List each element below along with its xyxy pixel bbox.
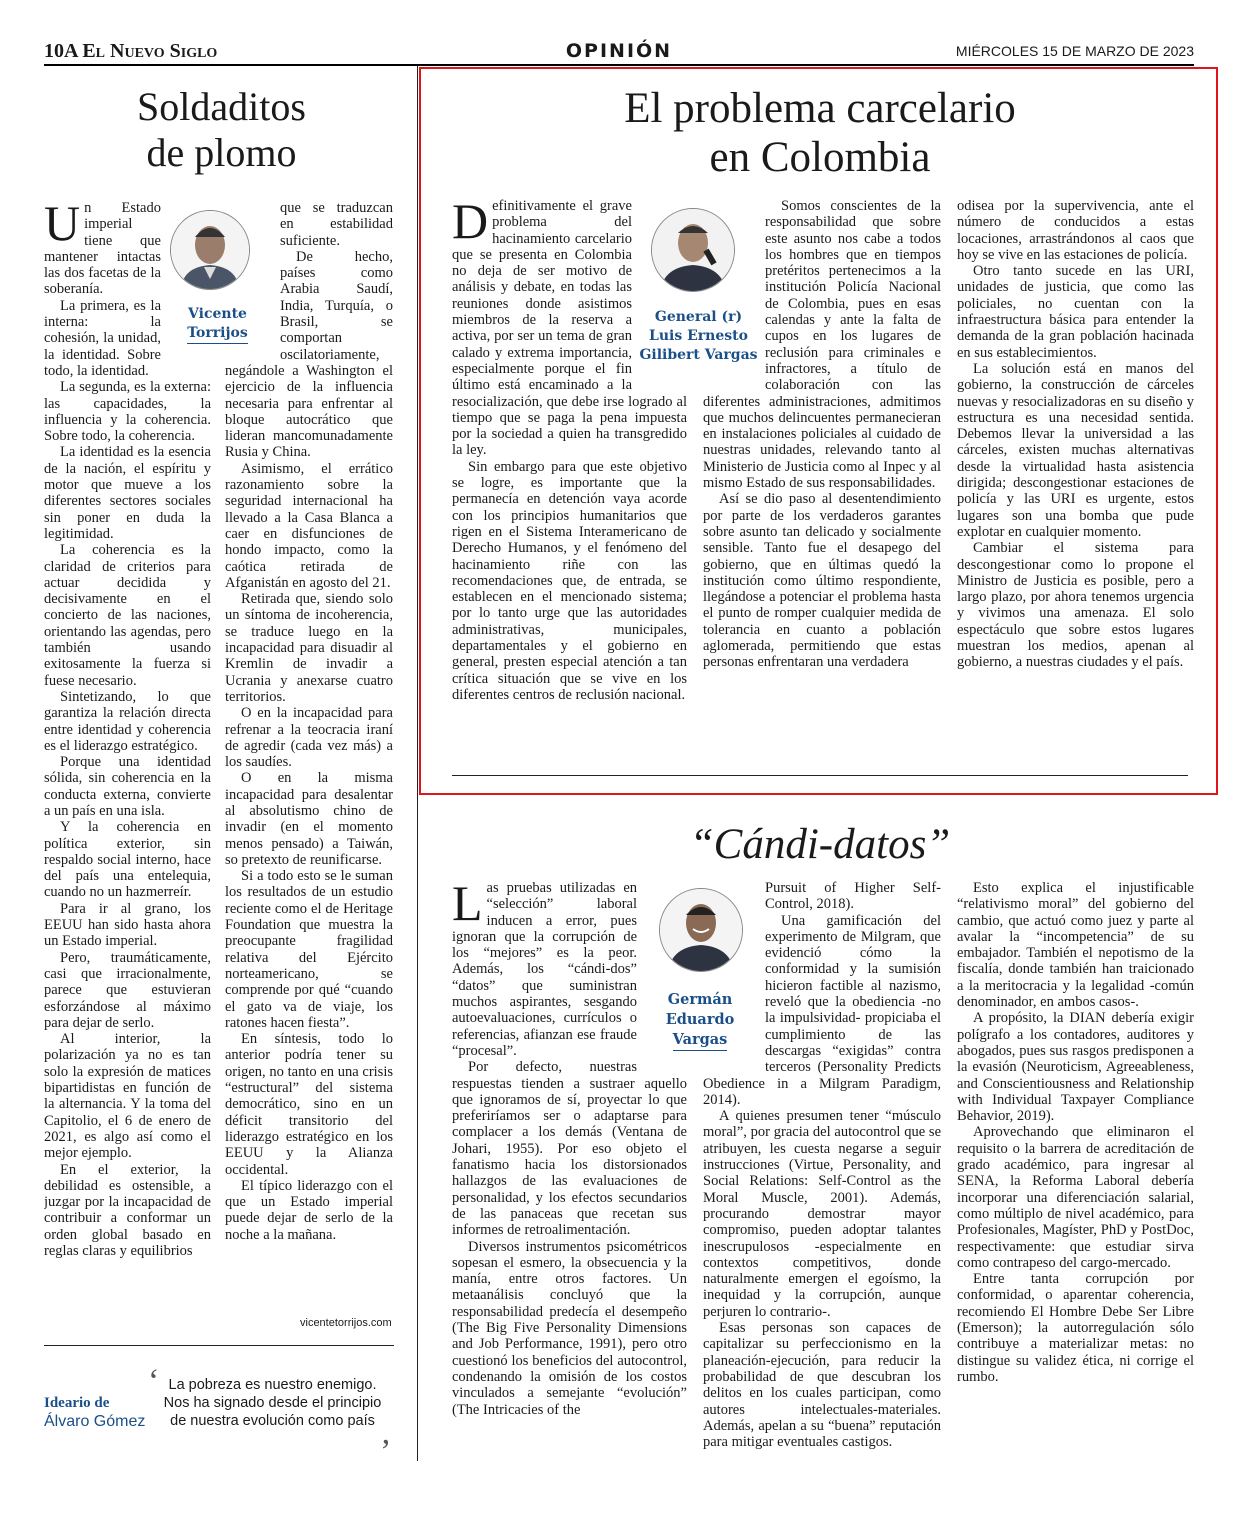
paragraph: Aprovechando que eliminaron el requisito o la barrera de acreditación de grado académico, para ingresar al SENA, la Reforma Laboral debería incorporar una diferenciación salarial, como múltiplo de nivel académico, para Profesionales, Magíster, PhD y PostDoc, respectivamente: que estudiar sirva como contrapeso del cargo-mercado. xyxy=(957,1124,1194,1271)
paragraph: La coherencia es la claridad de criterios para actuar decidida y decisivamente en el concierto de las naciones, orientando las agendas, pero también usando exitosamente la fuerza si fuese necesario. xyxy=(44,542,211,689)
quote-close-icon: ’ xyxy=(380,1433,392,1470)
paragraph: Definitivamente el grave problema del hacinamiento carcelario que se presenta en Colombia no deja de ser motivo de análisis y debate, en todas las reuniones donde asistimos miembros de la reserva a activa, por ser un tema de gran calado y extrema importancia, especialmente porque el fin último está encaminado a la resocialización, que debe irse logrado al tiempo que se paga la pena impuesta por la sociedad a quien ha transgredido la ley. xyxy=(452,198,687,459)
paragraph: Para ir al grano, los EEUU han sido hasta ahora un Estado imperial. xyxy=(44,900,211,950)
quote-open-icon: ‘ xyxy=(148,1363,160,1400)
article2-byline: General (r) Luis Ernesto Gilibert Vargas xyxy=(639,309,758,363)
paragraph: Sintetizando, lo que garantiza la relación directa entre identidad y coherencia es el liderazgo estratégico. xyxy=(44,688,211,754)
paragraph: De hecho, países como Arabia Saudí, India, Turquía, o Brasil, se comportan oscilatoriamente, negándole a Washington el ejercicio de la influencia necesaria para enfrentar al bloque autocrático que lideran mancomunadamente Rusia y China. xyxy=(225,248,393,461)
photo-wrap-space xyxy=(225,200,280,350)
author-website: vicentetorrijos.com xyxy=(300,1317,392,1329)
paragraph: La primera, es la interna: la cohesión, la unidad, la identidad. Sobre todo, la identidad. xyxy=(44,297,161,379)
section-title: OPINIÓN xyxy=(565,40,673,62)
paragraph: Pero, traumáticamente, casi que irracionalmente, parece que estuvieran esforzándose al máximo para dejar de serlo. xyxy=(44,949,211,1031)
article-separator xyxy=(452,775,1188,776)
paragraph: La solución está en manos del gobierno, la construcción de cárceles nuevas y resocializadoras en su diseño y estructura es una necesidad sentida. Debemos llevar la universidad a las cárceles, existen muchas alternativas desde la virtualidad hasta asistencia dirigida; descongestionar estaciones de policía y las URI es urgente, estos lugares son una bomba que pude explotar en cualquier momento. xyxy=(957,360,1194,540)
paragraph: Al interior, la polarización ya no es tan solo la expresión de matices bipartidistas en función de la alternancia. Y la toma del Capitolio, el 6 de enero de 2021, es algo así como el mejor ejemplo. xyxy=(44,1031,211,1162)
photo-wrap-space xyxy=(161,200,211,350)
paragraph: O en la misma incapacidad para desalentar al absolutismo chino de invadir (en el momento menos pensado) a Taiwán, so pretexto de reunificarse. xyxy=(225,770,393,868)
photo-wrap-space xyxy=(703,198,765,380)
article3-column3 xyxy=(957,880,1194,1465)
paragraph: Un Estado imperial tiene que mantener intactas las dos facetas de la soberanía. xyxy=(44,200,161,298)
paragraph: Y la coherencia en política exterior, sin respaldo social interno, hace del país una entelequia, cuando no un hazmerreír. xyxy=(44,819,211,901)
paragraph: O en la incapacidad para refrenar a la teocracia iraní de agredir (cada vez más) a los saudíes. xyxy=(225,705,393,771)
article3-byline: Germán Eduardo Vargas xyxy=(645,990,755,1051)
photo-wrap-space xyxy=(703,880,765,1060)
paragraph: Otro tanto sucede en las URI, unidades de justicia, que como las policiales, no cuentan con la infraestructura básica para entender la demanda de la gran población hacinada en sus establecimientos. xyxy=(957,263,1194,361)
ideario-quote: La pobreza es nuestro enemigo. Nos ha signado desde el principio de nuestra evolución como país xyxy=(163,1377,382,1429)
paragraph: La segunda, es la externa: las capacidades, la influencia y la coherencia. Sobre todo, la coherencia. xyxy=(44,379,211,445)
article3-column1 xyxy=(452,880,687,1465)
paragraph: Por defecto, nuestras respuestas tienden a sustraer aquello que ignoramos de sí, proyectar lo que preferiríamos ser o adaptarse para complacer a los demás (Ventana de Johari, 1955). Por eso objeto el fanatismo hacia los distorsionados hallazgos de las evaluaciones de personalidad, y los efectos secundarios de las panaceas que recetan sus informes de retroalimentación. xyxy=(452,1059,687,1239)
article1-column2 xyxy=(225,200,393,1315)
paragraph: Esas personas son capaces de capitalizar su perfeccionismo en la planeación-ejecución, para reducir la probabilidad de que descubran los delitos en los cuales participan, como autores intelectuales-materiales. Además, apelan a su “buena” reputación para mitigar eventuales castigos. xyxy=(703,1320,941,1451)
paragraph: Entre tanta corrupción por conformidad, o aparentar coherencia, recomiendo El Hombre Debe Ser Libre (Emerson); la autorregulación sólo contribuye a materializar metas: no distingue su validez ética, ni corrige el rumbo. xyxy=(957,1271,1194,1385)
article2-column2 xyxy=(703,198,941,738)
page-header xyxy=(44,40,1194,66)
article2-title: El problema carcelario en Colombia xyxy=(624,85,1016,182)
paragraph: que se traduzcan en estabilidad suficiente. xyxy=(280,200,393,249)
separator-line xyxy=(44,1345,394,1346)
photo-wrap-space xyxy=(632,198,687,380)
article1-title: Soldaditos de plomo xyxy=(137,84,306,175)
paragraph: Somos conscientes de la responsabilidad que sobre este asunto nos cabe a todos los hombres que en tiempos pretéritos pertenecimos a la institución Policía Nacional de Colombia, pues en esas calendas y ante la falta de cupos en los lugares de reclusión para criminales e infractores, a título de colaboración con las diferentes administraciones, admitimos que muchos delincuentes permanecieran en instalaciones policiales al cuidado de nuestras unidades, relevando tanto al Ministerio de Justicia como al Inpec y al mismo Estado de sus responsabilidades. xyxy=(703,198,941,492)
paragraph: Si a todo esto se le suman los resultados de un estudio reciente como el de Heritage Foundation que muestra la preocupante fragilidad relativa del Ejército norteamericano, se comprende por qué “cuando el gato va de viaje, los ratones hacen fiesta”. xyxy=(225,868,393,1031)
paragraph: Así se dio paso al desentendimiento por parte de los verdaderos garantes sobre asunto tan delicado y socialmente sensible. Tanto fue el desapego del gobierno, que en últimas quedó la institución como último respondiente, llegándose a potenciar el problema hasta el punto de romper cualquier medida de tolerancia en cuanto a población aglomerada, permitiendo que estas personas enfrentaran una verdadera xyxy=(703,491,941,671)
paragraph: Asimismo, el errático razonamiento sobre la seguridad internacional ha llevado a la Casa Blanca a caer en disfunciones de hondo impacto, como la caótica retirada de Afganistán en agosto del 21. xyxy=(225,460,393,591)
ideario-label: Ideario de xyxy=(44,1395,110,1411)
paragraph: A propósito, la DIAN debería exigir polígrafo a los contadores, auditores y abogados, pues sus rasgos predisponen a la evasión (Neuroticism, Agreeableness, and Conscientiousness and Relationship with Individual Taxpayer Compliance Behavior, 2019). xyxy=(957,1010,1194,1125)
paragraph: Sin embargo para que este objetivo se logre, es importante que la permanecía en detención vaya acorde con los principios humanitarios que rigen en el Sistema Interamericano de Derecho Humanos, y el fenómeno del hacinamiento riñe con las recomendaciones que, de entrada, se establecen en el mencionado sistema; por lo tanto urge que las autoridades administrativas, municipales, departamentales y el gobierno en general, presten especial atención a tan crítica situación que se vive en los diferentes centros de reclusión nacional. xyxy=(452,458,687,703)
issue-date: MIÉRCOLES 15 DE MARZO DE 2023 xyxy=(955,43,1194,59)
paragraph: La identidad es la esencia de la nación, el espíritu y motor que mueve a los diferentes sectores sociales sin poner en duda la legitimidad. xyxy=(44,444,211,542)
paragraph: Una gamificación del experimento de Milgram, que evidenció cómo la conformidad y la sumisión hicieron factible al nazismo, reveló que la obediencia -no la impulsividad- propiciaba el cumplimiento de las descargas “exigidas” contra terceros (Personality Predicts Obedience in a Milgram Paradigm, 2014). xyxy=(703,912,941,1108)
drop-cap: L xyxy=(452,880,483,931)
drop-cap: U xyxy=(44,200,81,251)
paragraph: En el exterior, la debilidad es ostensible, a juzgar por la incapacidad de contribuir a conformar un orden global basado en reglas claras y equilibrios xyxy=(44,1161,211,1259)
article1-column1 xyxy=(44,200,211,1330)
article1-byline: Vicente Torrijos xyxy=(170,305,265,344)
paragraph: Esto explica el injustificable “relativismo moral” del gobierno del cambio, que actuó como juez y parte al avalar la “incompetencia” de su embajador. También el nepotismo de la fiscalía, donde también han traicionado a la meritocracia y la legalidad -común denominador, en ambos casos-. xyxy=(957,880,1194,1011)
drop-cap: D xyxy=(452,198,489,249)
paragraph: El típico liderazgo con el que un Estado imperial puede dejar de serlo de la noche a la mañana. xyxy=(225,1177,393,1243)
ideario-author: Álvaro Gómez xyxy=(44,1413,146,1430)
paragraph: Retirada que, siendo solo un síntoma de incoherencia, se traduce luego en la incapacidad para disuadir al Kremlin de invadir a Ucrania y anexarse cuatro territorios. xyxy=(225,591,393,705)
article2-column3 xyxy=(957,198,1194,758)
article3-title: “Cándi-datos” xyxy=(689,821,951,868)
column-divider xyxy=(417,66,418,1461)
paragraph: odisea por la supervivencia, ante el número de conducidos a estas locaciones, arrastrándonos al caos que hoy se vive en las estaciones de policía. xyxy=(957,198,1194,263)
page-number-and-paper: 10A El Nuevo Siglo xyxy=(44,40,218,62)
paragraph: Diversos instrumentos psicométricos sopesan el esmero, la obsecuencia y la manía, entre otros factores. Un metaanálisis concluyó que la responsabilidad predecía el desempeño (The Big Five Personality Dimensions and Job Performance, 1991), pero otro cuestionó los beneficios del autocontrol, condenando la omisión de los costos vinculados a semejante “evolución” (The Intricacies of the xyxy=(452,1238,687,1418)
article3-column2 xyxy=(703,880,941,1465)
article2-column1 xyxy=(452,198,687,728)
paragraph: Pursuit of Higher Self-Control, 2018). xyxy=(765,880,941,913)
paragraph: A quienes presumen tener “músculo moral”, por gracia del autocontrol que se atribuyen, les cuesta negarse a seguir instrucciones (Virtue, Personality, and Social Relations: Self-Control as the Moral Muscle, 2001). Además, procurando demostrar mayor compromiso, pueden adoptar talantes inescrupulosos -especialmente en contextos competitivos, donde naturalmente emergen el egoísmo, la inequidad y la corrupción, aunque perjuren lo contrario-. xyxy=(703,1108,941,1320)
photo-wrap-space xyxy=(637,880,687,1060)
paragraph: Cambiar el sistema para descongestionar como lo propone el Ministro de Justicia es posible, pero a largo plazo, por ahora tenemos urgencia y vivimos una amenaza. El solo espectáculo que sobre estos lugares muestran los medios, apenan al gobierno, a nuestras ciudades y el país. xyxy=(957,540,1194,671)
paragraph: Las pruebas utilizadas en “selección” laboral inducen a error, pues ignoran que la corrupción de los “mejores” es la peor. Además, los “cándi-dos” “datos” que suministran muchos aspirantes, sesgando autoevaluaciones, currículos o referencias, afianzan ese fraude “procesal”. xyxy=(452,880,637,1059)
paragraph: En síntesis, todo lo anterior podría tener su origen, no tanto en una crisis “estructural” del sistema democrático, sino en un déficit transitorio del liderazgo estratégico en los EEUU y la Alianza occidental. xyxy=(225,1031,393,1178)
paragraph: Porque una identidad sólida, sin coherencia en la conducta externa, convierte a un país en una isla. xyxy=(44,754,211,819)
